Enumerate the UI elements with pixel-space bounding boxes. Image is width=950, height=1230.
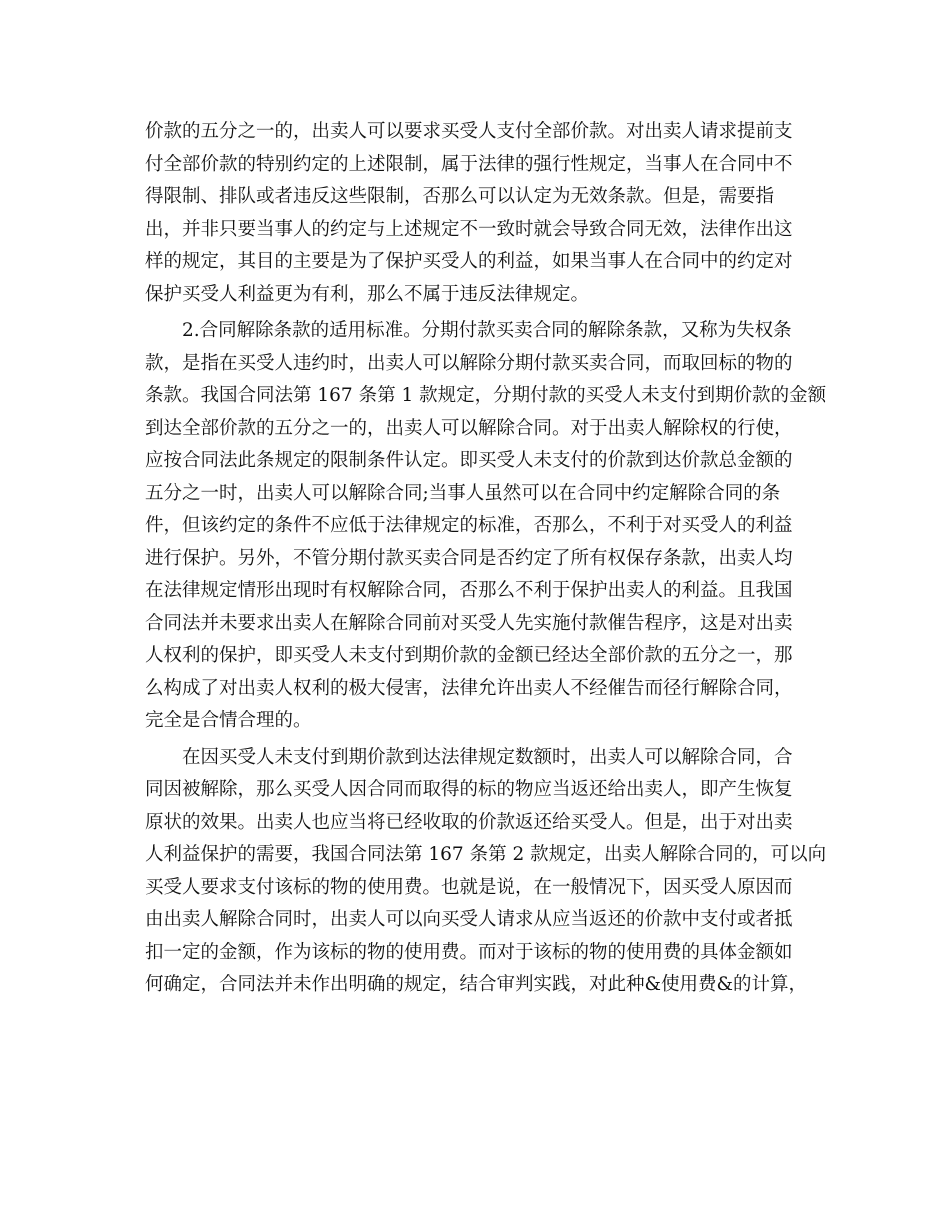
text-line: 原状的效果。出卖人也应当将已经收取的价款返还给买受人。但是，出于对出卖 <box>145 811 793 833</box>
text-line: 进行保护。另外，不管分期付款买卖合同是否约定了所有权保存条款，出卖人均 <box>145 547 793 569</box>
text-line: 价款的五分之一的，出卖人可以要求买受人支付全部价款。对出卖人请求提前支 <box>145 121 793 142</box>
text-line: 由出卖人解除合同时，出卖人可以向买受人请求从应当返还的价款中支付或者抵 <box>145 909 793 930</box>
text-line: 人权利的保护，即买受人未支付到期价款的金额已经达全部价款的五分之一，那 <box>145 645 793 666</box>
text-line: 款，是指在买受人违约时，出卖人可以解除分期付款买卖合同，而取回标的物的 <box>145 352 793 374</box>
paragraph-1 <box>145 116 825 311</box>
text-line: 合同法并未要求出卖人在解除合同前对买受人先实施付款催告程序，这是对出卖 <box>145 612 793 634</box>
text-line: 五分之一时，出卖人可以解除合同;当事人虽然可以在合同中约定解除合同的条 <box>145 482 781 504</box>
text-line: 扣一定的金额，作为该标的物的使用费。而对于该标的物的使用费的具体金额如 <box>145 941 793 963</box>
text-line: 何确定，合同法并未作出明确的规定，结合审判实践，对此种&使用费&的计算， <box>145 974 807 995</box>
paragraph-2 <box>145 315 825 738</box>
text-line: 同因被解除，那么买受人因合同而取得的标的物应当返还给出卖人，即产生恢复 <box>145 779 793 800</box>
paragraph-3 <box>145 742 825 1002</box>
text-line: 在因买受人未支付到期价款到达法律规定数额时，出卖人可以解除合同，合 <box>145 746 793 768</box>
text-line: 条款。我国合同法第 167 条第 1 款规定，分期付款的买受人未支付到期价款的金额 <box>145 385 827 406</box>
text-line: 保护买受人利益更为有利，那么不属于违反法律规定。 <box>145 283 590 305</box>
text-line: 买受人要求支付该标的物的使用费。也就是说，在一般情况下，因买受人原因而 <box>145 876 793 898</box>
text-line: 件，但该约定的条件不应低于法律规定的标准，否那么，不利于对买受人的利益 <box>145 515 793 536</box>
text-line: 么构成了对出卖人权利的极大侵害，法律允许出卖人不经催告而径行解除合同， <box>145 677 793 699</box>
text-line: 应按合同法此条规定的限制条件认定。即买受人未支付的价款到达价款总金额的 <box>145 450 793 471</box>
text-line: 在法律规定情形出现时有权解除合同，否那么不利于保护出卖人的利益。且我国 <box>145 580 793 601</box>
text-line: 人利益保护的需要，我国合同法第 167 条第 2 款规定，出卖人解除合同的，可以向 <box>145 844 827 865</box>
text-line: 完全是合情合理的。 <box>145 710 312 731</box>
text-line: 出，并非只要当事人的约定与上述规定不一致时就会导致合同无效，法律作出这 <box>145 218 793 240</box>
text-line: 到达全部价款的五分之一的，出卖人可以解除合同。对于出卖人解除权的行使， <box>145 417 793 439</box>
text-line: 付全部价款的特别约定的上述限制，属于法律的强行性规定，当事人在合同中不 <box>145 153 793 175</box>
document-body <box>145 116 825 1002</box>
text-line: 2.合同解除条款的适用标准。分期付款买卖合同的解除条款，又称为失权条 <box>145 320 792 341</box>
text-line: 得限制、排队或者违反这些限制，否那么可以认定为无效条款。但是，需要指 <box>145 186 775 207</box>
text-line: 样的规定，其目的主要是为了保护买受人的利益，如果当事人在合同中的约定对 <box>145 251 793 272</box>
